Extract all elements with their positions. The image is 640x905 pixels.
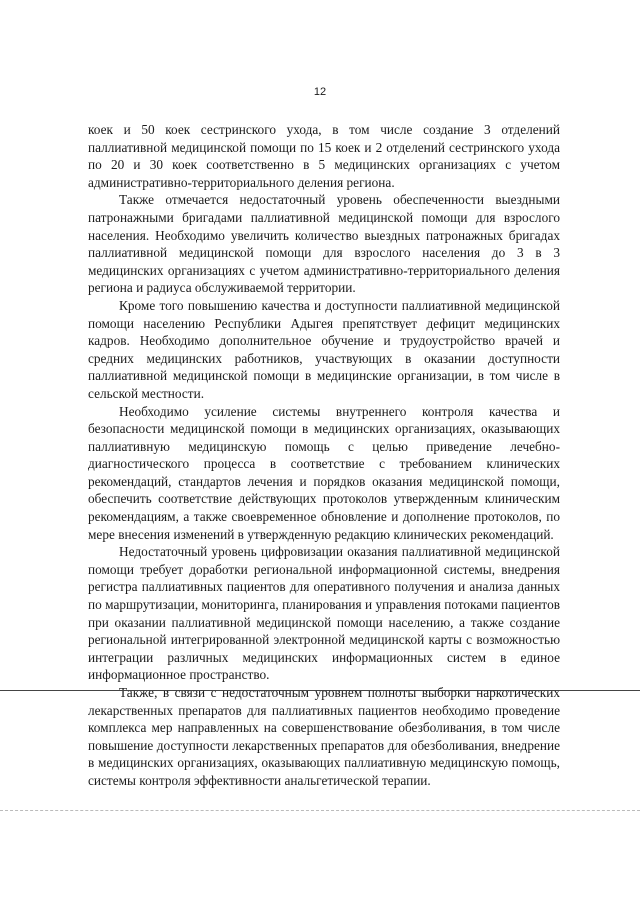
paragraph-2: Также отмечается недостаточный уровень обеспеченности выездными патронажными бригадами паллиативной медицинской помощи для взрослого населения. Необходимо увеличить количество выездных патронажных бригадах паллиативной медицинской помощи для взрослого населения до 3 в 3 медицинских организациях с учетом административно-территориального деления региона и радиуса обслуживаемой территории. <box>88 192 560 296</box>
scan-line-divider <box>0 690 640 691</box>
paragraph-3: Кроме того повышению качества и доступности паллиативной медицинской помощи населению Республики Адыгея препятствует дефицит медицинских кадров. Необходимо дополнительное обучение и трудоустройство врачей и средних медицинских работников, участвующих в оказании доступности паллиативной медицинской помощи в медицинские организации, в том числе в сельской местности. <box>88 297 560 401</box>
paragraph-6: Также, в связи с недостаточным уровнем полноты выборки наркотических лекарственных препаратов для паллиативных пациентов необходимо проведение комплекса мер направленных на совершенствование обезболивания, в том числе повышение доступности лекарственных препаратов для обезболивания, внедрение в медицинских организациях, оказывающих паллиативную медицинскую помощь, системы контроля эффективности анальгетической терапии. <box>88 685 560 788</box>
paragraph-1: коек и 50 коек сестринского ухода, в том числе создание 3 отделений паллиативной медицинской помощи по 15 коек и 2 отделений сестринского ухода по 20 и 30 коек соответственно в 5 медицинских организациях с учетом административно-территориального деления региона. <box>88 122 560 190</box>
page-number: 12 <box>313 86 327 98</box>
paragraph-4: Необходимо усиление системы внутреннего контроля качества и безопасности медицинской помощи в медицинских организациях, оказывающих паллиативную медицинскую помощь с целью приведение лечебно-диагностического процесса в соответствие с требованием клинических рекомендаций, стандартов лечения и порядков оказания медицинской помощи, обеспечить соответствие действующих протоколов утвержденным клиническим рекомендациям, а также своевременное обновление и дополнение протоколов, по мере внесения изменений в утвержденную редакцию клинических рекомендаций. <box>88 403 560 542</box>
paragraph-5: Недостаточный уровень цифровизации оказания паллиативной медицинской помощи требует доработки региональной информационной системы, внедрения регистра паллиативных пациентов для оперативного получения и анализа данных по маршрутизации, мониторинга, планирования и управления потоками пациентов при оказании паллиативной медицинской помощи населению, а также создание региональной интегрированной электронной медицинской карты с возможностью интеграции различных медицинских информационных систем в единое информационное пространство. <box>88 544 560 683</box>
scan-line-faint <box>0 810 640 811</box>
